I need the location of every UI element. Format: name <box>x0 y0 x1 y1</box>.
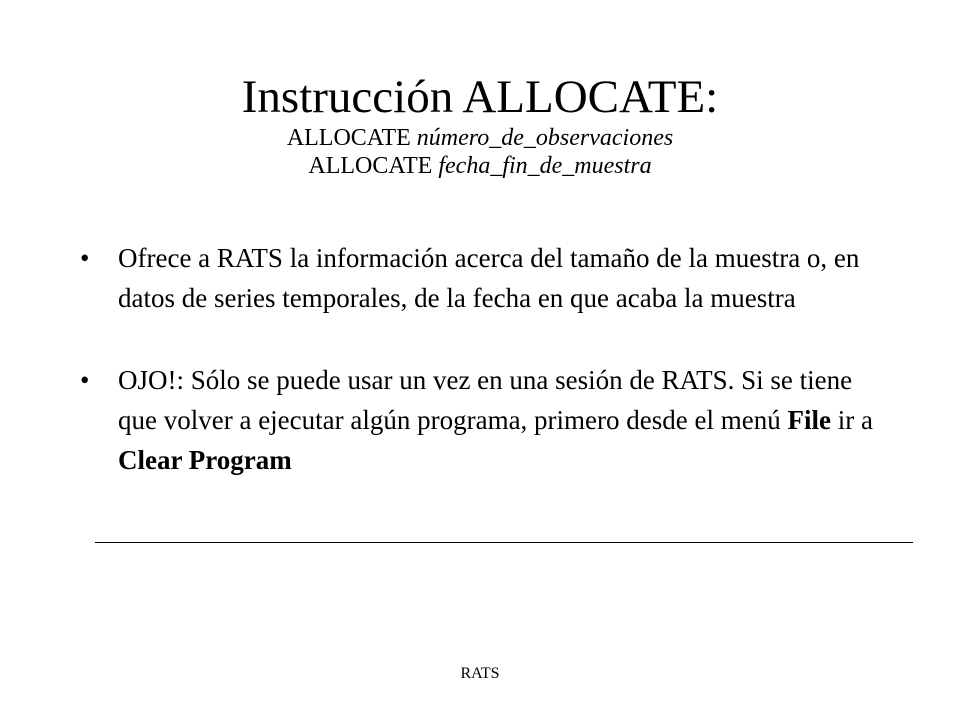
syntax-keyword: ALLOCATE <box>308 153 433 179</box>
syntax-argument: fecha_fin_de_muestra <box>438 153 652 179</box>
bullet-text: OJO!: Sólo se puede usar un vez en una sesión de RATS. Si se tiene que volver a ejecutar algún programa, primero desde el menú <box>118 365 853 435</box>
syntax-keyword: ALLOCATE <box>286 125 411 151</box>
bullet-item <box>80 360 880 480</box>
bullet-mark: • <box>80 243 90 273</box>
syntax-line-1 <box>0 124 960 152</box>
bullet-text: Ofrece a RATS la información acerca del tamaño de la muestra o, en datos de series temporales, de la fecha en que acaba la muestra <box>118 243 860 313</box>
divider <box>95 542 913 543</box>
bullet-item <box>80 238 880 318</box>
bullet-bold-menu: File <box>787 405 831 435</box>
bullet-text: ir a <box>837 405 873 435</box>
bullet-list <box>80 238 880 480</box>
bullet-mark: • <box>80 365 90 395</box>
title-block <box>0 70 960 180</box>
bullet-bold-command: Clear Program <box>118 445 292 475</box>
footer: RATS <box>460 665 500 682</box>
syntax-line-2 <box>0 152 960 180</box>
slide-title: Instrucción ALLOCATE: <box>241 71 719 123</box>
syntax-argument: número_de_observaciones <box>416 125 674 151</box>
